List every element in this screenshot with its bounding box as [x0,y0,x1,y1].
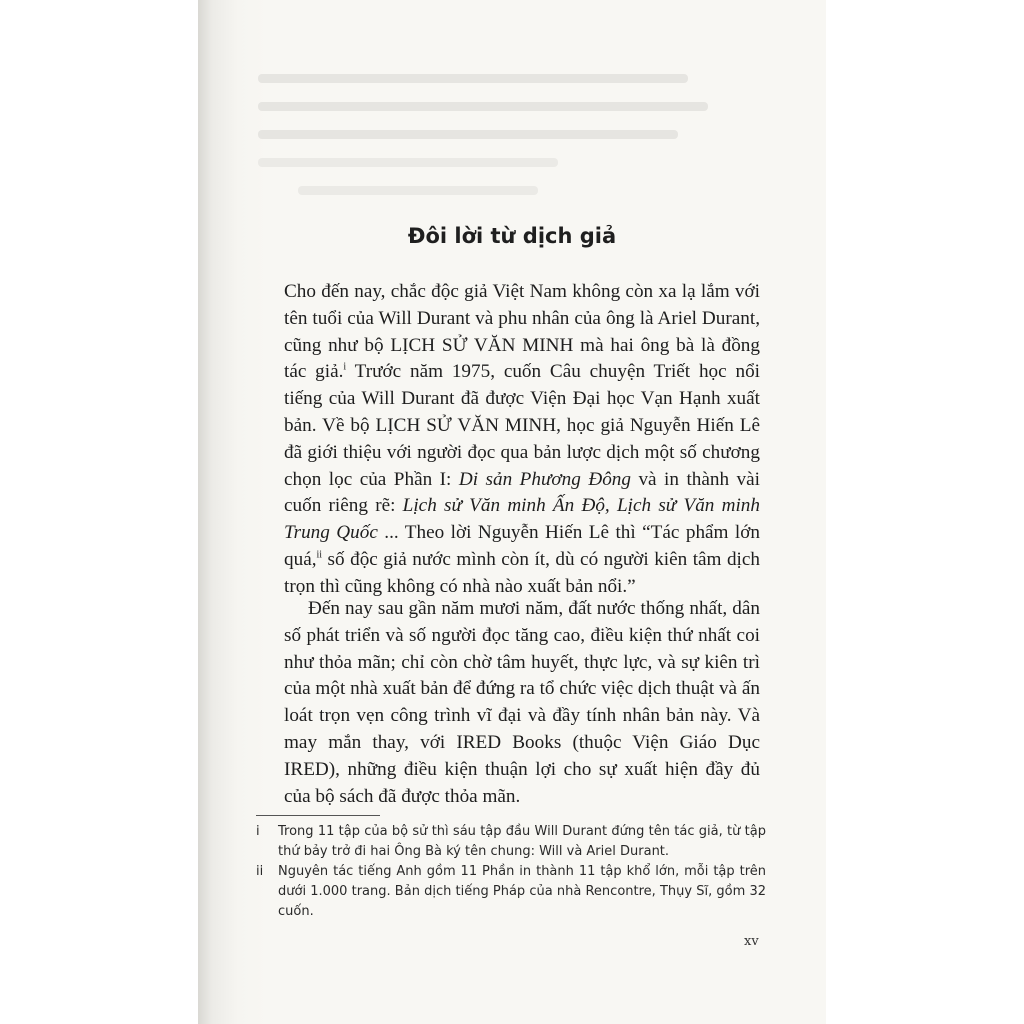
show-through-texture [258,68,718,218]
page-title: Đôi lời từ dịch giả [407,224,617,248]
footnote-1-marker: i [256,824,260,839]
paragraph-2: Đến nay sau gần năm mươi năm, đất nước thống nhất, dân số phát triển và số người đọc tăng cao, điều kiện thứ nhất coi như thỏa mãn; chỉ còn chờ tâm huyết, thực lực, và sự kiên trì của một nhà xuất bản để đứng ra tổ chức việc dịch thuật và ấn loát trọn vẹn công trình vĩ đại và đầy tính nhân bản này. Và may mắn thay, với IRED Books (thuộc Viện Giáo Dục IRED), những điều kiện thuận lợi cho sự xuất hiện đầy đủ của bộ sách đã được thỏa mãn. [284,598,760,807]
footnote-1-text: Trong 11 tập của bộ sử thì sáu tập đầu Will Durant đứng tên tác giả, từ tập thứ bảy trở đi hai Ông Bà ký tên chung: Will và Ariel Durant. [278,824,766,859]
footnote-1 [256,822,766,862]
footnote-2-text: Nguyên tác tiếng Anh gồm 11 Phần in thành 11 tập khổ lớn, mỗi tập trên dưới 1.000 trang. Bản dịch tiếng Pháp của nhà Rencontre, Thụy Sĩ, gồm 32 cuốn. [278,864,766,919]
footnote-2 [256,862,766,922]
footnote-ref-ii: ii [316,549,323,561]
paragraph-1-text-c: và in thành vài cuốn riêng rẽ: [284,468,761,517]
footnote-ref-i: i [343,362,347,373]
paragraph-1-text-b: Trước năm 1975, cuốn Câu chuyện Triết học nổi tiếng của Will Durant đã được Viện Đại học Vạn Hạnh xuất bản. Về bộ LỊCH SỬ VĂN MINH, học giả Nguyễn Hiến Lê đã giới thiệu với người đọc qua bản lược dịch một số chương chọn lọc của Phần I: [284,361,760,490]
paragraph-1 [284,279,760,601]
paragraph-1-italic-a: Di sản Phương Đông [458,468,631,490]
paragraph-1-text-a: Cho đến nay, chắc độc giả Việt Nam không còn xa lạ lắm với tên tuổi của Will Durant và phu nhân của ông là Ariel Durant, cũng như bộ LỊCH SỬ VĂN MINH mà hai ông bà là đồng tác giả. [284,281,760,383]
paragraph-1-text-e: số độc giả nước mình còn ít, dù có người kiên tâm dịch trọn thì cũng không có nhà nào xuất bản nổi.” [284,548,760,597]
paragraph-1-italic-b: Lịch sử Văn minh Ấn Độ, Lịch sử Văn minh Trung Quốc [284,495,760,544]
footnote-2-marker: ii [256,864,264,879]
page-number: xv [744,934,759,949]
book-page [198,0,826,1024]
footnote-divider [256,815,380,816]
paragraph-1-text-d: ... Theo lời Nguyễn Hiến Lê thì “Tác phẩm lớn quá, [284,522,760,570]
